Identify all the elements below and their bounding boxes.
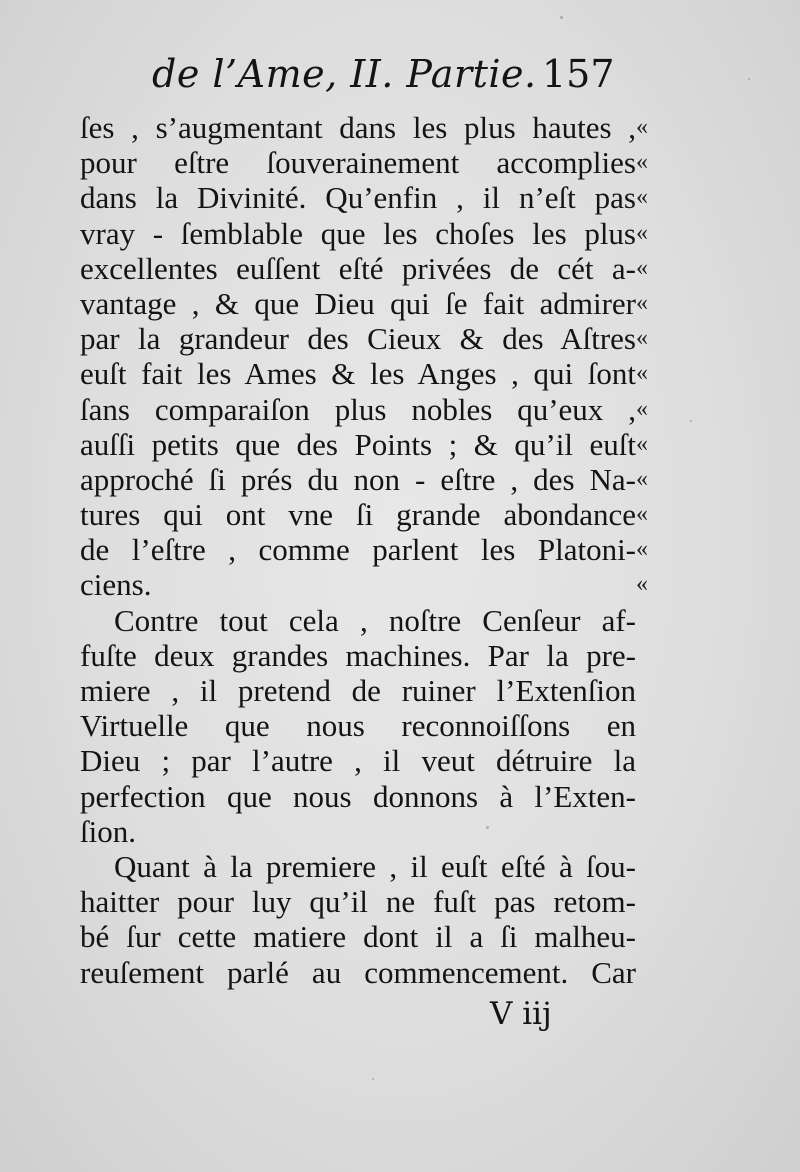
- paper-speck: [690, 420, 692, 422]
- text-line: ſion.: [80, 813, 136, 849]
- text-line: ſes , s’augmentant dans les plus hautes ,: [80, 110, 636, 145]
- running-head: de l’Ame, II. Partie.: [152, 52, 537, 96]
- text-line: haitter pour luy qu’il ne fuſt pas retom-: [80, 884, 636, 920]
- paper-speck: [372, 1078, 374, 1080]
- text-line: ciens.: [80, 567, 152, 603]
- quote-mark: «: [636, 360, 648, 387]
- quote-mark: «: [636, 395, 648, 422]
- quote-mark: «: [636, 571, 648, 598]
- text-line: perfection que nous donnons à l’Exten-: [80, 778, 636, 814]
- page-number: 157: [542, 52, 615, 96]
- text-line: par la grandeur des Cieux & des Aſtres: [80, 321, 636, 357]
- text-line: pour eſtre ſouverainement accomplies: [80, 145, 636, 181]
- text-line: euſt fait les Ames & les Anges , qui ſont: [80, 356, 636, 392]
- text-line: vray - ſemblable que les choſes les plus: [80, 215, 636, 251]
- signature-mark: V iij: [490, 996, 552, 1032]
- text-line: de l’eſtre , comme parlent les Platoni-: [80, 532, 636, 568]
- text-line: bé ſur cette matiere dont il a ſi malheu-: [80, 919, 636, 955]
- text-line: miere , il pretend de ruiner l’Extenſion: [80, 673, 636, 708]
- text-line: vantage , & que Dieu qui ſe fait admirer: [80, 285, 636, 321]
- quote-mark: «: [636, 149, 648, 176]
- text-line: ſans comparaiſon plus nobles qu’eux ,: [80, 391, 636, 427]
- text-line: tures qui ont vne ſi grande abondance: [80, 497, 636, 533]
- quote-mark: «: [636, 289, 648, 316]
- quote-mark: «: [636, 465, 648, 492]
- text-line: auſſi petits que des Points ; & qu’il euſt: [80, 426, 636, 462]
- quote-mark: «: [636, 325, 648, 352]
- quote-mark: «: [636, 430, 648, 457]
- quote-mark: «: [636, 114, 648, 140]
- text-line: excellentes euſſent eſté privées de cét a-: [80, 250, 636, 286]
- paper-speck: [486, 826, 489, 829]
- quote-mark: «: [636, 219, 648, 246]
- text-line: approché ſi prés du non - eſtre , des Na-: [80, 461, 636, 497]
- paper-speck: [748, 78, 750, 80]
- paragraph-start-line: Contre tout cela , noſtre Cenſeur af-: [114, 602, 636, 638]
- quote-mark: «: [636, 501, 648, 528]
- text-line: Virtuelle que nous reconnoiſſons en: [80, 708, 636, 744]
- paragraph-start-line: Quant à la premiere , il euſt eſté à ſou-: [114, 848, 636, 884]
- text-line: Dieu ; par l’autre , il veut détruire la: [80, 743, 636, 779]
- quote-mark: «: [636, 536, 648, 563]
- text-line: reuſement parlé au commencement. Car: [80, 954, 636, 990]
- quotation-margin: [636, 110, 676, 603]
- text-line: dans la Divinité. Qu’enfin , il n’eſt pas: [80, 180, 636, 216]
- body-text: [80, 110, 640, 990]
- quote-mark: «: [636, 184, 648, 211]
- quote-mark: «: [636, 254, 648, 281]
- paper-speck: [560, 16, 563, 19]
- text-line: fuſte deux grandes machines. Par la pre-: [80, 637, 636, 673]
